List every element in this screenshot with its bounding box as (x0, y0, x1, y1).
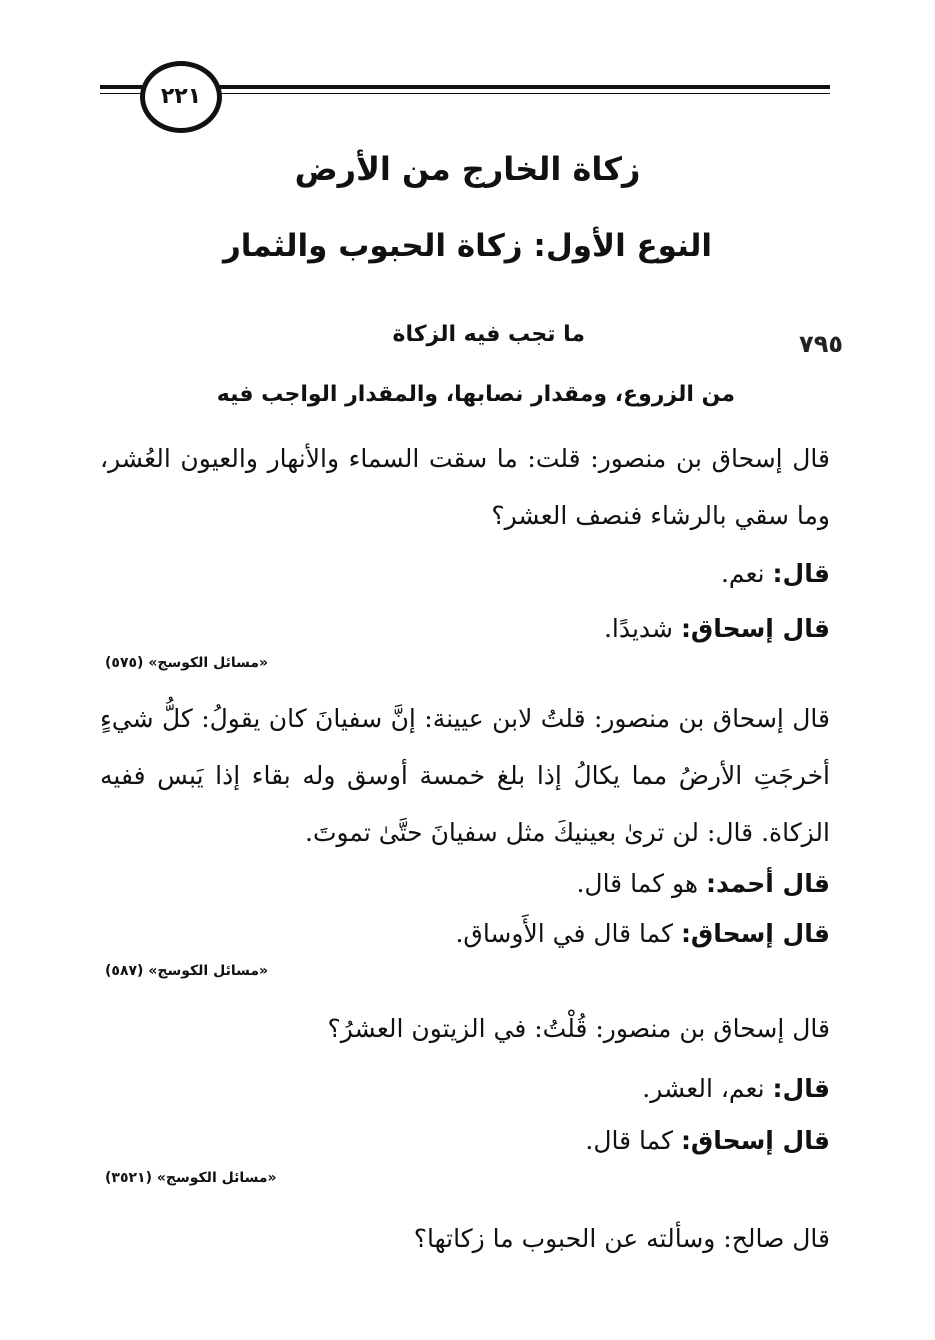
chapter-title: زكاة الخارج من الأرض (294, 150, 641, 188)
speaker-label: قال إسحاق: (680, 919, 830, 948)
reference-citation: «مسائل الكوسج» (٥٨٧) (105, 963, 269, 979)
paragraph: قال إسحاق بن منصور: قلت: ما سقت السماء والأنهار والعيون العُشر، وما سقي بالرشاء فنصف العشر؟ (100, 444, 830, 530)
paragraph-line (100, 905, 830, 962)
issue-subtitle: من الزروع، ومقدار نصابها، والمقدار الواجب فيه (216, 382, 735, 407)
issue-title: ما تجب فيه الزكاة (392, 322, 585, 347)
reference-citation: «مسائل الكوسج» (٣٥٢١) (105, 1170, 277, 1186)
speech-text: كما قال في الأَوساق. (455, 919, 681, 948)
paragraph: قال إسحاق بن منصور: قُلْتُ: في الزيتون العشرُ؟ (327, 1014, 830, 1043)
paragraph-line (100, 1060, 830, 1117)
issue-number: ٧٩٥ (799, 330, 843, 358)
page-header (100, 55, 830, 125)
speech-text: هو كما قال. (576, 869, 707, 898)
paragraph-line (100, 600, 830, 657)
speech-text: نعم. (720, 559, 773, 588)
paragraph-line (100, 1112, 830, 1169)
speaker-label: قال إسحاق: (680, 614, 830, 643)
speech-text: شديدًا. (603, 614, 681, 643)
paragraph: قال صالح: وسألته عن الحبوب ما زكاتها؟ (413, 1224, 830, 1253)
paragraph-line (100, 545, 830, 602)
speaker-label: قال: (772, 1074, 830, 1103)
section-title: النوع الأول: زكاة الحبوب والثمار (222, 228, 713, 264)
speech-text: نعم، العشر. (642, 1074, 773, 1103)
speaker-label: قال إسحاق: (680, 1126, 830, 1155)
paragraph-line (100, 855, 830, 912)
reference-citation: «مسائل الكوسج» (٥٧٥) (105, 655, 269, 671)
paragraph: قال إسحاق بن منصور: قلتُ لابن عيينة: إنَّ سفيانَ كان يقولُ: كلُّ شيءٍ أخرجَتِ الأرضُ مما يكالُ إذا بلغ خمسة أوسق وله بقاء إذا يَبس ففيه الزكاة. قال: لن ترىٰ بعينيكَ مثل سفيانَ حتَّىٰ تموتَ. (100, 704, 830, 847)
speaker-label: قال أحمد: (706, 869, 830, 898)
speech-text: كما قال. (585, 1126, 681, 1155)
page-number: ٢٢١ (140, 61, 222, 133)
speaker-label: قال: (772, 559, 830, 588)
